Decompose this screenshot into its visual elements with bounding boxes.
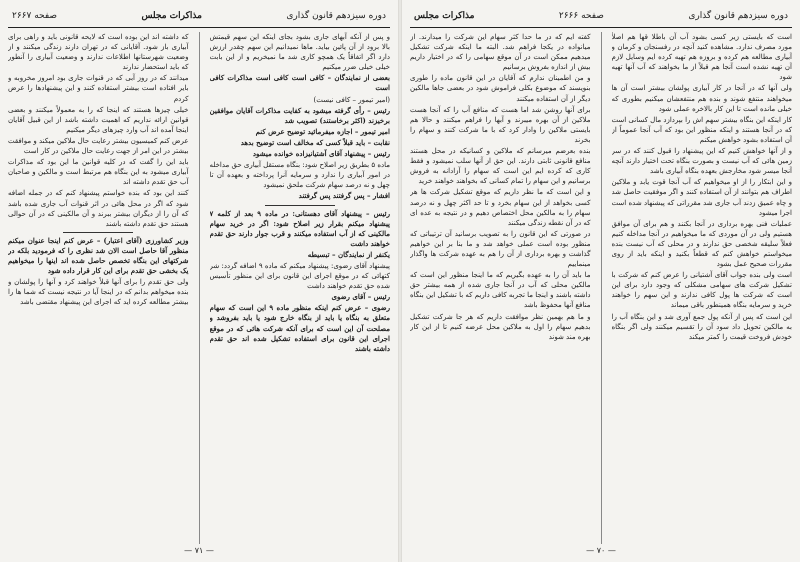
text-paragraph: و این است که ما نظر داریم که موقع تشکیل شرکت ها هر کسی بخواهد از این سهام بخرد و تا حد اکثر چهل و نه درصد سهام را به مالکین محل اختصاص دهیم و در نتیجه به عده ای که در آن نقطه زندگی میکنند (410, 188, 591, 227)
text-paragraph: ولی حق تقدم را برای آنها قبلاً خواهند کرد و آنها را پولشان و بنده میخواهم بدانم که در اینجا آیا در نتیجه نیست که شما ها را بیشتر مطالعه کرده اید که اجرای این پیشنهاد مقتضی باشد (8, 278, 189, 307)
text-paragraph: و این ابتکار را از او میخواهیم که آب آنجا قوت یابد و ملاکین اطراف هم بتوانند از آن استفاده کنند و اگر موفقیت حاصل شد و چاه عمیق زدند آب جاری شد مقرراتی که پیشنهاد شده است اجرا میشود (611, 178, 792, 217)
left-page-right-column (210, 32, 391, 544)
text-paragraph: برای آنها روشن شد اما هست که منافع آب را که آنجا هست ملاکین از آن بهره میبرند و آبها را فراهم میکنند و حالا هم بایستی ملاکین را وادار کرد که با ما شرکت کنند و سهام را بخرند (410, 105, 591, 144)
column-divider (199, 32, 200, 544)
right-page-title: مذاکرات مجلس (414, 11, 475, 21)
text-paragraph: است که بایستی زیر کسی بشود آب آن باطلا قها هم اصلاً مورد مصرف ندارد. مشاهده کنید آنچه در رفسنجان و کرمان و آبیاری مطالعه هم کرده و بروزه هم تهیه کرده ایم وسایل لازم آن تهیه نشده است آنجا هم قبلاً از ما بخواهند که آب آنها تهیه شود (611, 33, 792, 82)
right-page-right-column (612, 32, 793, 544)
text-paragraph: میدانند که در روز آبی که در قنوات جاری بود امروز مخروبه و بایر افتاده است بیشتر استفاده کنند و این پیشنهادها را عرض کردم (8, 74, 189, 103)
speaker-paragraph: نقابت – باید قبلاً کسی که مخالف است توضیح بدهد (240, 137, 390, 147)
right-page (402, 0, 800, 562)
right-page-folio: — ۷۰ — (586, 546, 616, 555)
text-paragraph: پیشنهاد آقای رضوی: پیشنهاد میکنم که ماده ۹ اضافه گردد: شر کتهائی که در موقع اجرای این قانون برای این منظور تأسیس شده حق تقدم خواهند داشت (209, 261, 390, 291)
right-page-header (410, 8, 792, 28)
speaker-paragraph: افشار – پس گرفتند پس گرفتند (298, 191, 390, 201)
text-paragraph: و پس از آنکه آبهای جاری بشود بجای اینکه این سهم قیمتش بالا برود از آن پائین بیاید. ماها نمیدانیم این سهم چقدر ارزش دارد اگر اتفاقاً یک همچو کاری شد ما نمیخریم و از این بابت خیلی خیلی ضرر میکنیم (209, 33, 390, 72)
left-page-columns (8, 32, 390, 544)
speaker-paragraph: یکنفر از نمایندگان – تبسیطه (307, 249, 390, 259)
text-paragraph: (امیر تیمور – کافی نیست) (313, 95, 390, 104)
right-page-number: صفحه ۲۶۶۶ (558, 11, 604, 21)
text-paragraph: ولی آنها که در آنجا در کار آبیاری پولشان بیشتر است آن ها میخواهند منتفع شوند و بنده هم منتفعشان میکنیم بطوری که خیلی مانده است تا این کار بالاخره عملی شود (611, 84, 792, 113)
speaker-paragraph: بعضی از نمایندگان – کافی است کافی است مذاکرات کافی است (209, 73, 390, 93)
text-paragraph: بنده بعرضم میرسانم که ملاکین و کسانیکه در محل هستند منافع قانونی ثابتی دارند. این حق از آنها سلب نمیشود و فقط کاری که کرده ایم این است که سهام را آزادانه به فروش برسانیم و این سهام را تمام کسانی که بخواهند خواهند خرید (410, 147, 591, 186)
text-paragraph: و من اطمینان ندارم که آقایان در این قانون ماده را طوری بنویسند که موضوع بکلی فراموش شود در بعضی جاها مالکین دیگر از آن استفاده میکنند (410, 74, 591, 103)
text-paragraph: کنند این بود که بنده خواستم پیشنهاد کنم که در جمله اضافه شود که اگر در محل هائی در اثر قنوات آب جاری شده باشد که آن را از دیگران بیشتر ببرند و آن مالکینی که در آن حوالی هستند حق تقدم داشته باشند (8, 189, 189, 228)
speaker-paragraph: رضوی – عرض کنم اینکه منظور ماده ۹ این است که سهام متعلق به بنگاه یا باید از بنگاه خارج شود یا باید بفروشد و مصلحت آن این است که برای آنکه شرکت هائی که در موقع اجرای این قانون برای استفاده تشکیل شده اند حق تقدم داشته باشند (209, 303, 390, 353)
column-divider (601, 32, 602, 544)
text-paragraph: باید این را گفت که در کلیه قوانین ما این بود که مذاکرات آبیاری میشود به این بنگاه هم مرتبط است و مالکین و صاحبان آب حق تقدم داشته اند (8, 158, 189, 187)
section-divider (63, 232, 133, 233)
text-paragraph: عملیات فنی بهره برداری در آنجا بکنند و هم برای آن موافق هستیم ولی در آن موردی که ما میخواهیم در آنجا مداخله کنیم فعلاً سلیقه شخصی حق ندارند و در محلی که آب نیست بنده میخواستم خواهش کنم که قطعاً بکنید و اینکه باید از روی مقررات صحیح عمل بشود (611, 219, 792, 269)
text-paragraph: و ما هم بهمین نظر موافقت داریم که هر جا شرکت تشکیل بدهیم سهام را اول به ملاکین محل عرضه کنیم تا از این کار بهره مند شوند (410, 312, 591, 341)
text-paragraph: ماده ۵ بطریق زیر اصلاح شود: بنگاه مستقل آبیاری حق مداخله در امور آبیاری را ندارد و سرمایه آنرا پرداخته و بعهده آن تا چهل و نه درصد سهام شرکت ملحق نمیشود (209, 161, 390, 190)
text-paragraph: در صورتی که این قانون را به تصویب برسانید آن ترتیباتی که منظور بوده است عملی خواهد شد و ما بنا بر این خواهیم گذاشت و بهره برداری از آن را هم به عهده شرکت ها واگذار مینماییم (410, 229, 591, 269)
text-paragraph: ما باید آن را به عهده بگیریم که ما اینجا منظور این است که مالکین محلی که آب در آنجا جاری شده از همه بیشتر حق داشته باشند و اینجا ما تجربه کافی داریم که با تشکیل این بنگاه منافع آنها محفوظ باشد (410, 271, 591, 310)
section-divider (265, 205, 335, 206)
text-paragraph: کفته ایم که در ما حدا کثر سهام این شرکت را میدارند. از میانواده در یکجا فراهم شد. البته ما اینکه شرکت تشکیل میدهیم ممکن است در آن موقع سهامی را که در اختیار داریم بیش از اندازه بفروش برسانیم (410, 33, 591, 72)
speaker-paragraph: رئیس – آقای رضوی (331, 292, 390, 302)
text-paragraph: عرض کنم کمیسیون بیشتر رعایت حال ملاکین میکند و موافقت بیشتر در این امر از جهت رعایت حال ملاکین در کار است (8, 136, 189, 156)
text-paragraph: و از آنها خواهش کنیم که این پیشنهاد را قبول کنند که در سر زمین هائی که آب نیست و بصورت بنگاه تحت اختیار دارند آنچه آنجا میسر شود مخارجش بعهده بنگاه آبیاری باشد (611, 147, 792, 176)
speaker-paragraph: وزیر کشاورزی (آقای اعتبار) – عرض کنم اینجا عنوان میکنم منظور آقا حاصل است الان شد نظری را که فرمودید بلکه در شرکتهای این بنگاه تخصص حاصل شده اند اینها را میخواهیم یک بخشی حق تقدم برای این کار قرار داده شود (8, 235, 189, 276)
text-paragraph: کار اینکه این بنگاه بیشتر سهم اش را بپردازد مال کسانی است که در آنجا هستند و اینکه منظور این بود که آب آنجا عموماً از آن استفاده بشود خواهش میکنم (611, 115, 792, 144)
right-page-session: دوره سیزدهم قانون گذاری (688, 11, 788, 21)
right-page-columns (410, 32, 792, 544)
right-page-left-column (410, 32, 591, 544)
speaker-paragraph: رئیس – پیشنهاد آقای دهستانی: در ماده ۹ بعد از کلمه ۷ پیشنهاد میکنم بقرار زیر اصلاح شود: اگر در خرید سهام مالکینی که از آب استفاده میکنند و قرب جوار دارند حق تقدم خواهند داشت (209, 208, 390, 248)
speaker-paragraph: رئیس – رأی گرفته میشود به کفایت مذاکرات آقایان موافقین برخیزند (اکثر برخاستند) تصویب شد (209, 105, 390, 125)
left-page-session: دوره سیزدهم قانون گذاری (286, 11, 386, 21)
text-paragraph: است ولی بنده جواب آقای آشتیانی را عرض کنم که شرکت با تشکیل شرکت های سهامی مشکلی که وجود دارد برای این است که شرکت ها پول کافی ندارند و این سهم را خواهند خرید و سرمایه بنگاه همینطور باقی میماند (611, 271, 792, 310)
left-page-folio: — ۷۱ — (184, 546, 214, 555)
text-paragraph: که داشته اند این بوده است که لایحه قانونی باید و راهی برای آبیاری باز شود. آقایانی که در تهران دارند زندگی میکنند و از وضعیت شهرستانها اطلاعات ندارند و وضعیت آبیاری را آنطور که باید استحضار ندارند (8, 33, 189, 72)
left-page-number: صفحه ۲۶۶۷ (12, 11, 58, 21)
speaker-paragraph: امیر تیمور – اجازه میفرمائید توضیح عرض کنم (255, 126, 390, 136)
left-page-left-column (8, 32, 189, 544)
text-paragraph: خیلی چیزها هستند که اینجا که را به معمولاً میکنند و بعضی قوانین ارائه نداریم که اهمیت داشته باشد از این قبیل آقایان اینجا آمده اند آب وارد چیزهای دیگر میکنیم (8, 105, 189, 134)
left-page (0, 0, 398, 562)
text-paragraph: این است که پس از آنکه پول جمع آوری شد و این بنگاه آب را به مالکین تحویل داد سود آن را تقسیم میکنند ولی اگر بنگاه خودش فروخت قیمت را کمتر میکند (611, 312, 792, 341)
speaker-paragraph: رئیس – پیشنهاد آقای آشتیانیزاده خوانده میشود (252, 149, 390, 159)
left-page-header (8, 8, 390, 28)
left-page-title: مذاکرات مجلس (141, 11, 202, 21)
